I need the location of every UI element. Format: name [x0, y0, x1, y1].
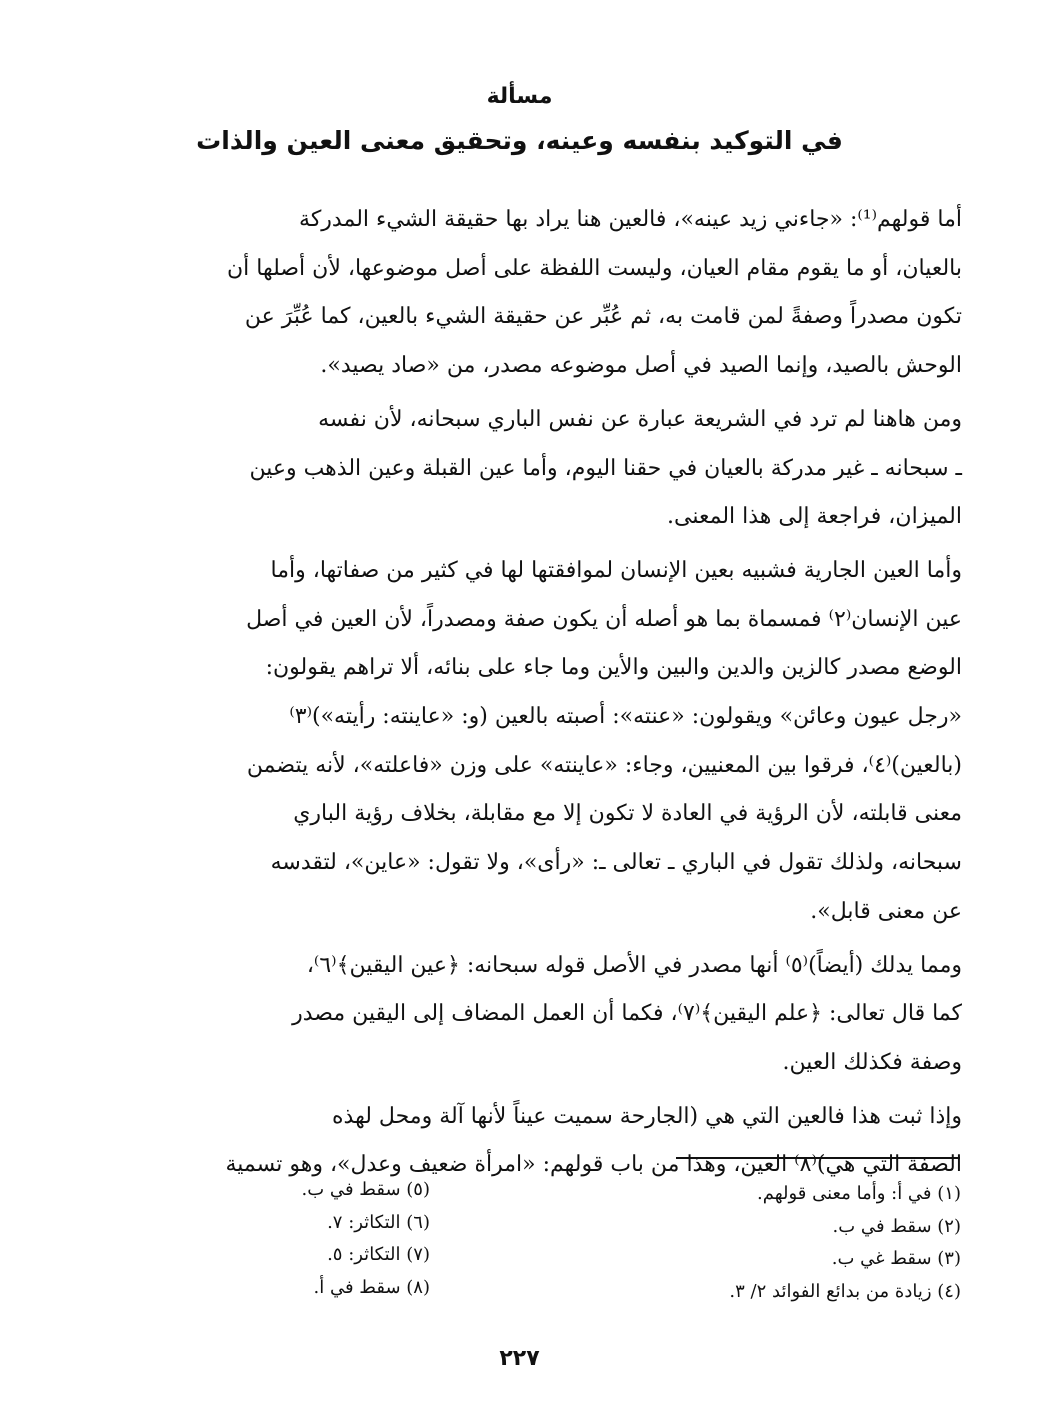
- footnotes-column-right: [561, 1178, 961, 1308]
- text-line: بالعيان، أو ما يقوم مقام العيان، وليست اللفظة على أصل موضوعها، لأن أصلها أن: [226, 255, 962, 281]
- text-line: الصفة التي هي)⁽٨⁾ العين، وهذا من باب قولهم: «امرأة ضعيف وعدل»، وهو تسمية: [225, 1152, 962, 1178]
- paragraph-2: [66, 396, 962, 542]
- text-line: معنى قابلته، لأن الرؤية في العادة لا تكون إلا مع مقابلة، بخلاف رؤية الباري: [293, 801, 962, 827]
- text-line: سبحانه، ولذلك تقول في الباري ـ تعالى ـ: «رأى»، ولا تقول: «عاين»، لتقدسه: [270, 850, 962, 876]
- paragraph-4: [66, 942, 962, 1088]
- text-line: عين الإنسان⁽٢⁾ فمسماة بما هو أصله أن يكون صفة ومصدراً، لأن العين في أصل: [246, 606, 962, 632]
- text-line: وصفة فكذلك العين.: [782, 1049, 962, 1075]
- text-line: «رجل عيون وعائن» ويقولون: «عنته»: أصبته بالعين (و: «عاينته: رأيته»)⁽٣⁾: [289, 704, 962, 730]
- text-line: عن معنى قابل».: [810, 898, 962, 924]
- text-line: الوحش بالصيد، وإنما الصيد في أصل موضوعه مصدر، من «صاد يصيد».: [320, 353, 962, 379]
- text-line: (بالعين)⁽٤⁾، فرقوا بين المعنيين، وجاء: «عاينته» على وزن «فاعلته»، لأنه يتضمن: [246, 752, 962, 778]
- text-line: ومن هاهنا لم ترد في الشريعة عبارة عن نفس الباري سبحانه، لأن نفسه: [318, 406, 962, 432]
- footnote-2: (٢) سقط في ب.: [832, 1215, 961, 1237]
- footnotes-column-left: [270, 1174, 430, 1304]
- text-line: وإذا ثبت هذا فالعين التي هي (الجارحة سميت عيناً لأنها آلة ومحل لهذه: [332, 1103, 962, 1129]
- text-line: الوضع مصدر كالزين والدين والبين والأين وما جاء على بنائه، ألا تراهم يقولون:: [265, 655, 962, 681]
- text-line: الميزان، فراجعة إلى هذا المعنى.: [667, 504, 962, 530]
- footnote-3: (٣) سقط غي ب.: [831, 1248, 961, 1269]
- footnote-8: (٨) سقط في أ.: [313, 1276, 430, 1298]
- footnote-5: (٥) سقط في ب.: [301, 1179, 430, 1200]
- paragraph-3: [66, 547, 962, 937]
- footnote-6: (٦) التكاثر: ٧.: [327, 1211, 430, 1233]
- page-subtitle: في التوكيد بنفسه وعينه، وتحقيق معنى العين والذات: [196, 126, 843, 155]
- footnote-1: (١) في أ: وأما معنى قولهم.: [757, 1183, 961, 1204]
- footnote-4: (٤) زيادة من بدائع الفوائد ٢/ ٣.: [729, 1280, 961, 1302]
- footnote-7: (٧) التكاثر: ٥.: [327, 1244, 430, 1265]
- page-title: مسألة: [486, 84, 553, 109]
- paragraph-1: [66, 196, 962, 391]
- paragraph-5: [66, 1093, 962, 1190]
- text-line: وأما العين الجارية فشبيه بعين الإنسان لموافقتها لها في كثير من صفاتها، وأما: [270, 557, 962, 583]
- page-number: ٢٢٧: [499, 1346, 540, 1371]
- body-text: [66, 196, 962, 1190]
- text-line: ـ سبحانه ـ غير مدركة بالعيان في حقنا اليوم، وأما عين القبلة وعين الذهب وعين: [249, 455, 962, 481]
- text-line: ومما يدلك (أيضاً)⁽٥⁾ أنها مصدر في الأصل قوله سبحانه: ﴿عين اليقين﴾⁽٦⁾،: [306, 952, 962, 978]
- footnote-separator: [676, 1157, 960, 1159]
- text-line: كما قال تعالى: ﴿علم اليقين﴾⁽٧⁾، فكما أن العمل المضاف إلى اليقين مصدر: [292, 1001, 962, 1027]
- text-line: تكون مصدراً وصفةً لمن قامت به، ثم عُبِّر عن حقيقة الشيء بالعين، كما عُبِّرَ عن: [244, 304, 962, 330]
- text-line: أما قولهم⁽¹⁾: «جاءني زيد عينه»، فالعين هنا يراد بها حقيقة الشيء المدركة: [299, 207, 962, 232]
